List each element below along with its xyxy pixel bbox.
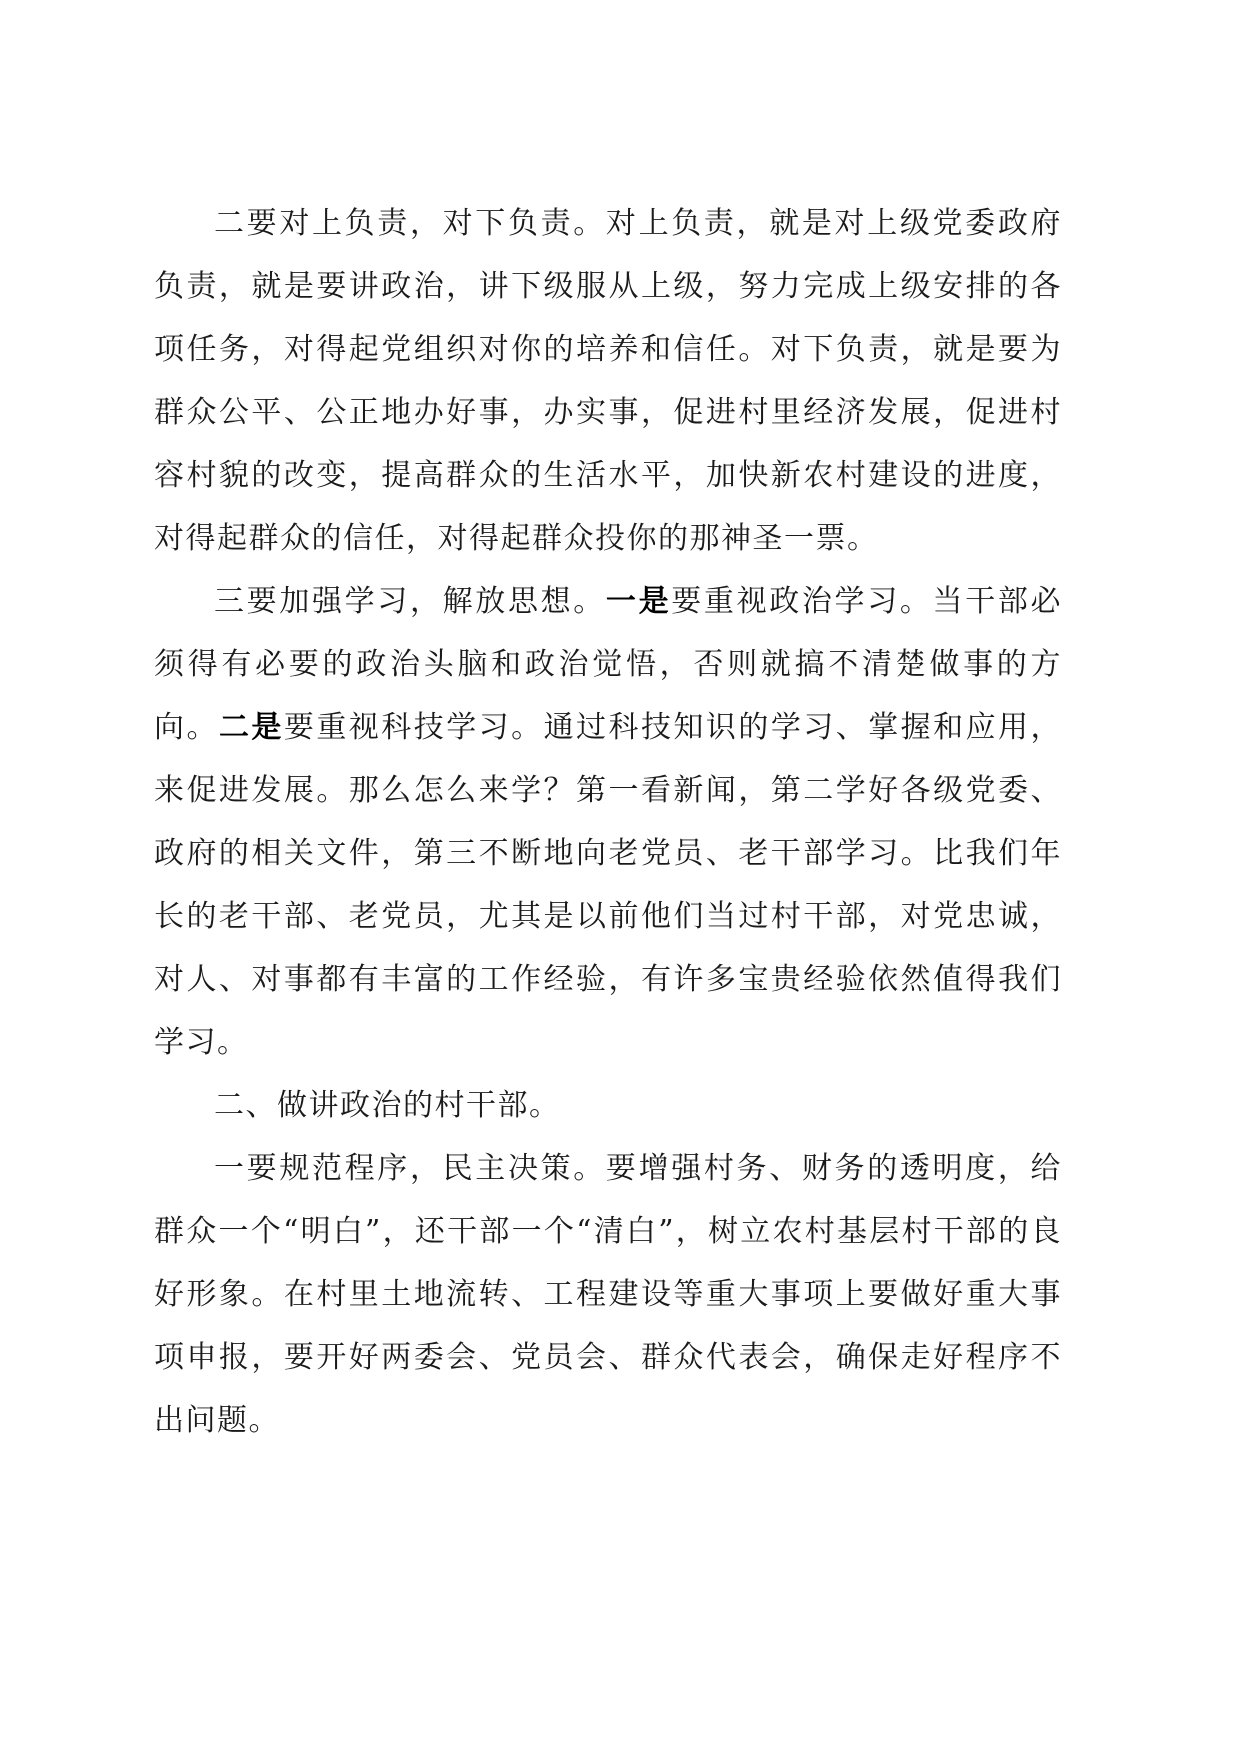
section-heading (154, 1074, 1062, 1137)
paragraph-text: 一要规范程序，民主决策。要增强村务、财务的透明度，给群众一个“明白”，还干部一个“清白”，树立农村基层村干部的良好形象。在村里土地流转、工程建设等重大事项上要做好重大事项申报，要开好两委会、党员会、群众代表会，确保走好程序不出问题。 (154, 1151, 1062, 1438)
paragraph-study (154, 570, 1062, 1074)
paragraph-procedure (154, 1137, 1062, 1452)
paragraph-text: 要重视政治学习。当干部必须得有必要的政治头脑和政治觉悟，否则就搞不清楚做事的方向。 (154, 584, 1063, 745)
bold-marker-second: 二是 (218, 710, 284, 745)
paragraph-responsibility (154, 192, 1062, 570)
paragraph-text: 要重视科技学习。通过科技知识的学习、掌握和应用，来促进发展。那么怎么来学？第一看新闻，第二学好各级党委、政府的相关文件，第三不断地向老党员、老干部学习。比我们年长的老干部、老党员，尤其是以前他们当过村干部，对党忠诚，对人、对事都有丰富的工作经验，有许多宝贵经验依然值得我们学习。 (154, 710, 1063, 1060)
heading-text: 二、做讲政治的村干部。 (214, 1088, 561, 1123)
paragraph-text: 三要加强学习，解放思想。 (214, 584, 606, 619)
bold-marker-first: 一是 (605, 584, 672, 619)
document-body (154, 192, 1062, 1452)
paragraph-text: 二要对上负责，对下负责。对上负责，就是对上级党委政府负责，就是要讲政治，讲下级服从上级，努力完成上级安排的各项任务，对得起党组织对你的培养和信任。对下负责，就是要为群众公平、公正地办好事，办实事，促进村里经济发展，促进村容村貌的改变，提高群众的生活水平，加快新农村建设的进度，对得起群众的信任，对得起群众投你的那神圣一票。 (154, 206, 1062, 556)
